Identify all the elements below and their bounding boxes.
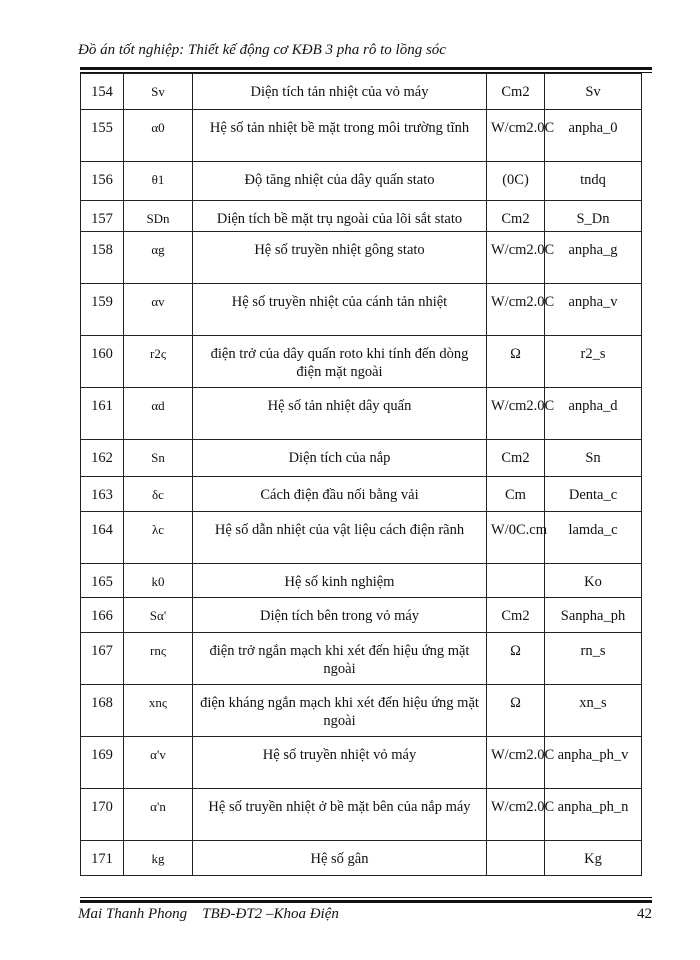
row-number-cell: 169 bbox=[81, 737, 124, 789]
variable-cell: anpha_d bbox=[545, 388, 642, 440]
table-row bbox=[81, 477, 642, 512]
table-row bbox=[81, 564, 642, 598]
unit-cell: W/cm2.0C bbox=[487, 388, 545, 440]
description-cell: Cách điện đầu nối bằng vải bbox=[193, 477, 487, 512]
row-number-cell: 165 bbox=[81, 564, 124, 598]
description-cell: điện kháng ngắn mạch khi xét đến hiệu ứng mặt ngoài bbox=[193, 685, 487, 737]
row-number-cell: 166 bbox=[81, 598, 124, 633]
row-number-cell: 158 bbox=[81, 232, 124, 284]
row-number-cell: 156 bbox=[81, 162, 124, 201]
description-cell: Hệ số dẫn nhiệt của vật liệu cách điện rãnh bbox=[193, 512, 487, 564]
unit-cell: W/0C.cm bbox=[487, 512, 545, 564]
row-number-cell: 170 bbox=[81, 789, 124, 841]
table-row bbox=[81, 388, 642, 440]
table-row bbox=[81, 512, 642, 564]
symbol-cell: SDn bbox=[124, 201, 193, 232]
symbol-cell: αd bbox=[124, 388, 193, 440]
row-number-cell: 157 bbox=[81, 201, 124, 232]
unit-cell bbox=[487, 841, 545, 876]
variable-cell: Sv bbox=[545, 74, 642, 110]
table-row bbox=[81, 284, 642, 336]
unit-cell: W/cm2.0C bbox=[487, 737, 545, 789]
symbol-cell: λc bbox=[124, 512, 193, 564]
table-row bbox=[81, 789, 642, 841]
variable-cell: lamda_c bbox=[545, 512, 642, 564]
unit-cell: (0C) bbox=[487, 162, 545, 201]
description-cell: Hệ số kinh nghiệm bbox=[193, 564, 487, 598]
variable-cell: Kg bbox=[545, 841, 642, 876]
description-cell: Hệ số gân bbox=[193, 841, 487, 876]
row-number-cell: 167 bbox=[81, 633, 124, 685]
row-number-cell: 155 bbox=[81, 110, 124, 162]
variable-cell: Denta_c bbox=[545, 477, 642, 512]
unit-cell: W/cm2.0C bbox=[487, 232, 545, 284]
unit-cell: W/cm2.0C bbox=[487, 284, 545, 336]
row-number-cell: 163 bbox=[81, 477, 124, 512]
variable-cell: Sanpha_ph bbox=[545, 598, 642, 633]
row-number-cell: 168 bbox=[81, 685, 124, 737]
table-row bbox=[81, 841, 642, 876]
row-number-cell: 162 bbox=[81, 440, 124, 477]
symbol-cell: θ1 bbox=[124, 162, 193, 201]
description-cell: Hệ số truyền nhiệt ở bề mặt bên của nắp máy bbox=[193, 789, 487, 841]
description-cell: Diện tích bên trong vỏ máy bbox=[193, 598, 487, 633]
table-row bbox=[81, 685, 642, 737]
symbol-cell: Sn bbox=[124, 440, 193, 477]
symbol-cell: δc bbox=[124, 477, 193, 512]
table-row bbox=[81, 74, 642, 110]
table-row bbox=[81, 232, 642, 284]
symbol-cell: α'n bbox=[124, 789, 193, 841]
symbol-cell: xnς bbox=[124, 685, 193, 737]
symbol-cell: kg bbox=[124, 841, 193, 876]
footer-rule-thick bbox=[80, 900, 652, 903]
variable-cell: anpha_v bbox=[545, 284, 642, 336]
unit-cell: Ω bbox=[487, 336, 545, 388]
unit-cell bbox=[487, 564, 545, 598]
row-number-cell: 161 bbox=[81, 388, 124, 440]
variable-cell: Ko bbox=[545, 564, 642, 598]
row-number-cell: 159 bbox=[81, 284, 124, 336]
footer-author: Mai Thanh Phong bbox=[78, 906, 188, 922]
footer-class: TBĐ-ĐT2 bbox=[202, 906, 263, 922]
description-cell: Hệ số truyền nhiệt của cánh tản nhiệt bbox=[193, 284, 487, 336]
footer-author-line: Mai Thanh Phong TBĐ-ĐT2 –Khoa Điện bbox=[78, 906, 339, 922]
symbol-cell: Sv bbox=[124, 74, 193, 110]
footer-faculty: Khoa Điện bbox=[273, 906, 339, 922]
row-number-cell: 154 bbox=[81, 74, 124, 110]
variable-cell: anpha_ph_n bbox=[545, 789, 642, 841]
variable-cell: r2_s bbox=[545, 336, 642, 388]
symbol-table bbox=[80, 73, 642, 876]
table-row bbox=[81, 162, 642, 201]
symbol-cell: α'v bbox=[124, 737, 193, 789]
table-row bbox=[81, 633, 642, 685]
unit-cell: Ω bbox=[487, 685, 545, 737]
symbol-cell: rnς bbox=[124, 633, 193, 685]
header-rule-thick bbox=[80, 67, 652, 70]
page-header: Đồ án tốt nghiệp: Thiết kế động cơ KĐB 3 pha rô to lồng sóc bbox=[78, 42, 446, 58]
table-row bbox=[81, 440, 642, 477]
description-cell: điện trở của dây quấn roto khi tính đến dòng điện mặt ngoài bbox=[193, 336, 487, 388]
symbol-cell: αv bbox=[124, 284, 193, 336]
table-row bbox=[81, 201, 642, 232]
unit-cell: W/cm2.0C bbox=[487, 110, 545, 162]
unit-cell: Ω bbox=[487, 633, 545, 685]
symbol-cell: αg bbox=[124, 232, 193, 284]
variable-cell: anpha_ph_v bbox=[545, 737, 642, 789]
description-cell: Diện tích tản nhiệt của vỏ máy bbox=[193, 74, 487, 110]
symbol-cell: r2ς bbox=[124, 336, 193, 388]
table-row bbox=[81, 110, 642, 162]
unit-cell: Cm2 bbox=[487, 440, 545, 477]
description-cell: Diện tích của nắp bbox=[193, 440, 487, 477]
description-cell: Độ tăng nhiệt của dây quấn stato bbox=[193, 162, 487, 201]
description-cell: Hệ số truyền nhiệt gông stato bbox=[193, 232, 487, 284]
unit-cell: W/cm2.0C bbox=[487, 789, 545, 841]
description-cell: Hệ số tản nhiệt dây quấn bbox=[193, 388, 487, 440]
symbol-cell: Sα' bbox=[124, 598, 193, 633]
unit-cell: Cm2 bbox=[487, 598, 545, 633]
description-cell: Hệ số tản nhiệt bề mặt trong môi trường tĩnh bbox=[193, 110, 487, 162]
variable-cell: tndq bbox=[545, 162, 642, 201]
description-cell: Diện tích bề mặt trụ ngoài của lõi sắt stato bbox=[193, 201, 487, 232]
variable-cell: S_Dn bbox=[545, 201, 642, 232]
symbol-cell: α0 bbox=[124, 110, 193, 162]
variable-cell: anpha_0 bbox=[545, 110, 642, 162]
variable-cell: anpha_g bbox=[545, 232, 642, 284]
table-row bbox=[81, 336, 642, 388]
variable-cell: Sn bbox=[545, 440, 642, 477]
table-row bbox=[81, 598, 642, 633]
unit-cell: Cm2 bbox=[487, 74, 545, 110]
variable-cell: rn_s bbox=[545, 633, 642, 685]
unit-cell: Cm2 bbox=[487, 201, 545, 232]
page-number: 42 bbox=[637, 906, 652, 922]
row-number-cell: 171 bbox=[81, 841, 124, 876]
unit-cell: Cm bbox=[487, 477, 545, 512]
footer-rule-thin bbox=[80, 897, 652, 898]
description-cell: Hệ số truyền nhiệt vỏ máy bbox=[193, 737, 487, 789]
description-cell: điện trở ngắn mạch khi xét đến hiệu ứng mặt ngoài bbox=[193, 633, 487, 685]
row-number-cell: 160 bbox=[81, 336, 124, 388]
variable-cell: xn_s bbox=[545, 685, 642, 737]
table-row bbox=[81, 737, 642, 789]
symbol-cell: k0 bbox=[124, 564, 193, 598]
row-number-cell: 164 bbox=[81, 512, 124, 564]
